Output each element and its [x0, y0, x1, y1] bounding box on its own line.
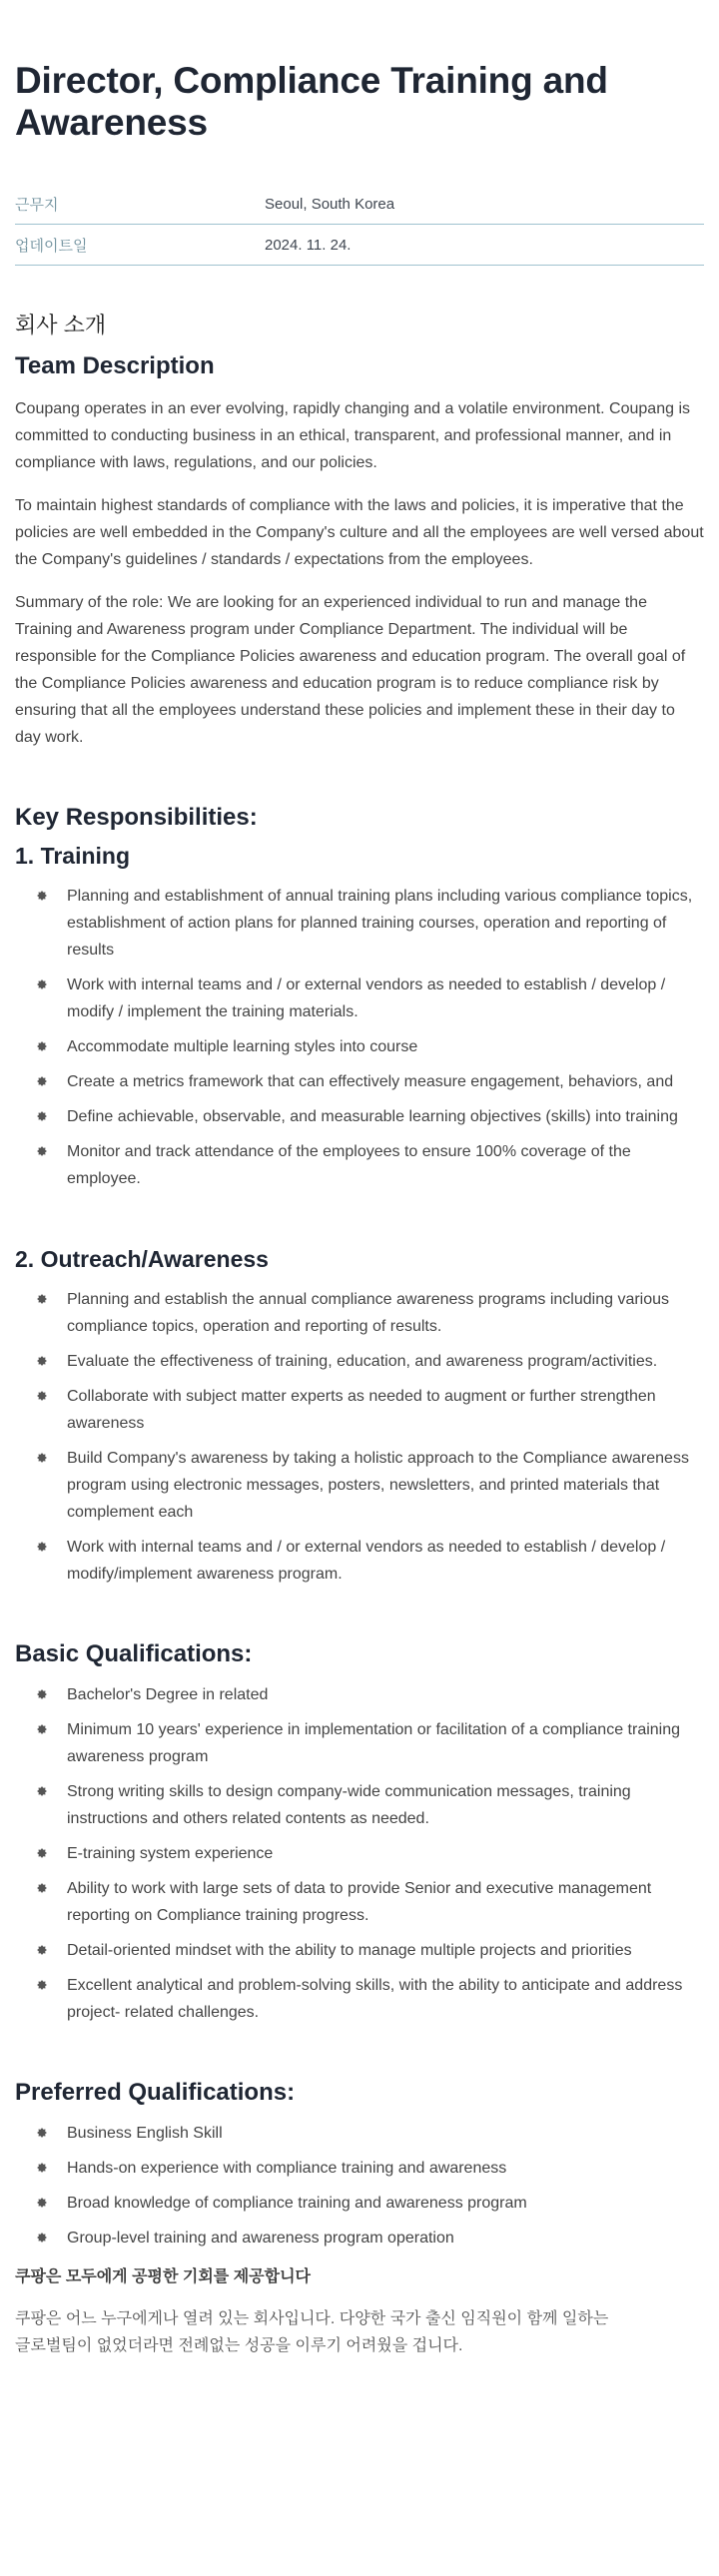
equal-opportunity-line-2: 글로벌팀이 없었더라면 전례없는 성공을 이루기 어려웠을 겁니다.	[15, 2337, 463, 2354]
training-list	[15, 883, 704, 1192]
bullet-icon	[37, 2198, 47, 2208]
bullet-icon	[37, 2233, 47, 2243]
list-item: Excellent analytical and problem-solving skills, with the ability to anticipate and address project- related challenges.	[15, 1972, 704, 2026]
team-paragraph-3: Summary of the role: We are looking for an experienced individual to run and manage the Training and Awareness program under Compliance Department. The individual will be responsible for the Compliance Policies awareness and education program. The overall goal of the Compliance Policies awareness and education program is to reduce compliance risk by ensuring that all the employees understand these policies and implement these in their day to day work.	[15, 594, 686, 746]
team-paragraph-2: To maintain highest standards of compliance with the laws and policies, it is imperative that the policies are well embedded in the Company's culture and all the employees are well versed about the Company's guidelines / standards / expectations from the employees.	[15, 497, 704, 568]
basic-qualifications-heading: Basic Qualifications:	[15, 1640, 253, 1667]
preferred-qualifications-heading: Preferred Qualifications:	[15, 2079, 296, 2106]
list-item: Strong writing skills to design company-wide communication messages, training instructions and others related contents as needed.	[15, 1778, 704, 1832]
bullet-icon	[37, 1356, 47, 1366]
bullet-icon	[37, 1041, 47, 1051]
bullet-icon	[37, 1848, 47, 1858]
list-item: Define achievable, observable, and measurable learning objectives (skills) into training	[15, 1103, 704, 1130]
list-item: Planning and establish the annual compliance awareness programs including various compliance topics, operation and reporting of results.	[15, 1286, 704, 1340]
key-responsibilities-heading: Key Responsibilities:	[15, 804, 258, 831]
list-item: Collaborate with subject matter experts as needed to augment or further strengthen awareness	[15, 1383, 704, 1437]
company-intro-heading: 회사 소개	[15, 313, 107, 337]
list-item: Hands-on experience with compliance training and awareness	[15, 2155, 704, 2182]
basic-qualifications-list	[15, 1681, 704, 2026]
meta-key-updated: 업데이트일	[15, 237, 88, 255]
meta-row-location	[15, 184, 704, 225]
list-item: E-training system experience	[15, 1840, 704, 1867]
equal-opportunity-heading: 쿠팡은 모두에게 공평한 기회를 제공합니다	[15, 2268, 311, 2285]
list-item: Bachelor's Degree in related	[15, 1681, 704, 1708]
list-item: Work with internal teams and / or external vendors as needed to establish / develop / modify / implement the training materials.	[15, 971, 704, 1025]
list-item: Evaluate the effectiveness of training, education, and awareness program/activities.	[15, 1348, 704, 1375]
training-heading: 1. Training	[15, 843, 131, 869]
meta-value-location: Seoul, South Korea	[265, 195, 395, 213]
bullet-icon	[37, 2128, 47, 2138]
bullet-icon	[37, 979, 47, 989]
list-item: Create a metrics framework that can effectively measure engagement, behaviors, and	[15, 1068, 704, 1095]
bullet-icon	[37, 1883, 47, 1893]
bullet-icon	[37, 1391, 47, 1401]
team-description-heading: Team Description	[15, 352, 215, 379]
bullet-icon	[37, 1294, 47, 1304]
job-meta	[15, 184, 704, 266]
job-title: Director, Compliance Training and Awareness	[15, 60, 608, 143]
meta-value-updated: 2024. 11. 24.	[265, 236, 352, 254]
list-item: Broad knowledge of compliance training and awareness program	[15, 2190, 704, 2217]
equal-opportunity-text	[15, 2305, 704, 2359]
outreach-list	[15, 1286, 704, 1588]
list-item: Monitor and track attendance of the employees to ensure 100% coverage of the employee.	[15, 1138, 704, 1192]
list-item: Planning and establishment of annual training plans including various compliance topics, establishment of action plans for planned training courses, operation and reporting of results	[15, 883, 704, 964]
bullet-icon	[37, 1980, 47, 1990]
list-item: Detail-oriented mindset with the ability to manage multiple projects and priorities	[15, 1937, 704, 1964]
list-item: Ability to work with large sets of data to provide Senior and executive management reporting on Compliance training progress.	[15, 1875, 704, 1929]
bullet-icon	[37, 1945, 47, 1955]
equal-opportunity-line-1: 쿠팡은 어느 누구에게나 열려 있는 회사입니다. 다양한 국가 출신 임직원이 함께 일하는	[15, 2310, 609, 2327]
list-item: Work with internal teams and / or external vendors as needed to establish / develop / modify/implement awareness program.	[15, 1534, 704, 1588]
list-item: Accommodate multiple learning styles into course	[15, 1033, 704, 1060]
list-item: Group-level training and awareness program operation	[15, 2225, 704, 2252]
list-item: Business English Skill	[15, 2120, 704, 2147]
bullet-icon	[37, 1076, 47, 1086]
bullet-icon	[37, 2163, 47, 2173]
preferred-qualifications-list	[15, 2120, 704, 2252]
list-item: Minimum 10 years' experience in implementation or facilitation of a compliance training awareness program	[15, 1716, 704, 1770]
bullet-icon	[37, 1786, 47, 1796]
outreach-heading: 2. Outreach/Awareness	[15, 1246, 269, 1272]
bullet-icon	[37, 1689, 47, 1699]
bullet-icon	[37, 1146, 47, 1156]
team-paragraph-1: Coupang operates in an ever evolving, rapidly changing and a volatile environment. Coupang is committed to conducting business in an ethical, transparent, and professional manner, and in compliance with laws, regulations, and our policies.	[15, 400, 690, 471]
bullet-icon	[37, 891, 47, 901]
meta-row-updated	[15, 225, 704, 266]
bullet-icon	[37, 1453, 47, 1463]
bullet-icon	[37, 1724, 47, 1734]
bullet-icon	[37, 1111, 47, 1121]
list-item: Build Company's awareness by taking a holistic approach to the Compliance awareness program using electronic messages, posters, newsletters, and printed materials that complement each	[15, 1445, 704, 1526]
bullet-icon	[37, 1542, 47, 1552]
meta-key-location: 근무지	[15, 196, 59, 214]
